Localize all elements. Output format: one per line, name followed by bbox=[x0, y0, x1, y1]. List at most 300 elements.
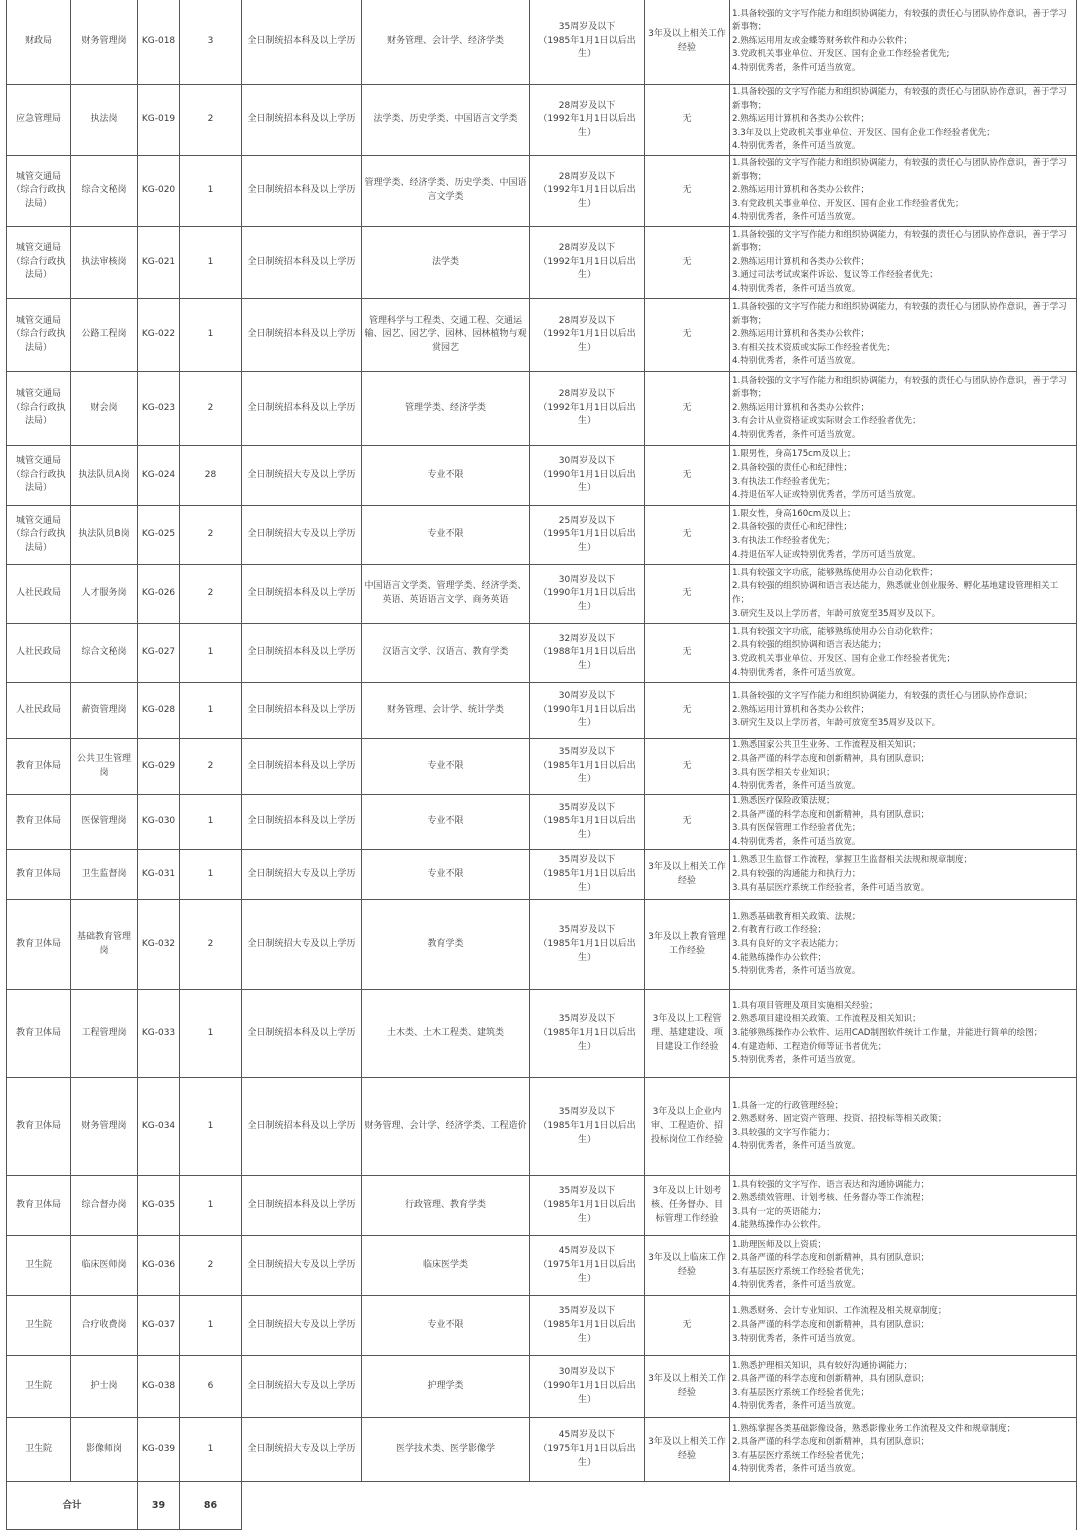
cell-position-code bbox=[138, 0, 180, 85]
requirement-line: 4.持退伍军人证或特别优秀者，学历可适当放宽。 bbox=[732, 549, 921, 560]
count-text: 1 bbox=[207, 647, 214, 658]
requirement-line: 1.具有项目管理及项目实施相关经验； bbox=[732, 1000, 878, 1011]
cell-age bbox=[530, 990, 645, 1078]
dept-text: 教育卫体局 bbox=[15, 869, 61, 880]
requirement-line: 4.特别优秀者，条件可适当放宽。 bbox=[732, 62, 861, 73]
dept-text: 财政局 bbox=[24, 35, 52, 46]
requirement-line: 4.特别优秀者，条件可适当放宽。 bbox=[732, 1401, 861, 1412]
cell-position-code bbox=[138, 624, 180, 683]
position-text: 工程管理岗 bbox=[81, 1028, 127, 1039]
birth-text: （1995年1月1日以后出生） bbox=[538, 529, 636, 553]
cell-position-code bbox=[138, 900, 180, 990]
education-text: 全日制统招本科及以上学历 bbox=[247, 647, 356, 658]
experience-text: 3年及以上相关工作经验 bbox=[648, 1374, 726, 1398]
table-row bbox=[7, 795, 1077, 850]
education-text: 全日制统招本科及以上学历 bbox=[247, 704, 356, 715]
code-text: KG-019 bbox=[141, 114, 176, 125]
birth-text: （1985年1月1日以后出生） bbox=[538, 1320, 636, 1344]
count-text: 1 bbox=[207, 185, 214, 196]
cell-experience bbox=[645, 990, 730, 1078]
requirement-line: 2.熟悉财务、固定资产管理、投资、招投标等相关政策； bbox=[732, 1114, 947, 1125]
cell-headcount bbox=[180, 1356, 242, 1418]
requirement-line: 1.具备较强的文字写作能力和组织协调能力，有较强的责任心与团队协作意识，善于学习新事物； bbox=[732, 8, 1067, 33]
requirement-line: 2.熟悉项目建设相关政策、工作流程及相关知识； bbox=[732, 1014, 921, 1025]
experience-text: 3年及以上临床工作经验 bbox=[648, 1253, 726, 1277]
position-text: 人才服务岗 bbox=[81, 588, 127, 599]
cell-department bbox=[7, 156, 71, 227]
cell-requirements bbox=[730, 1078, 1077, 1176]
cell-requirements bbox=[730, 299, 1077, 372]
experience-text: 无 bbox=[682, 329, 692, 340]
code-text: KG-023 bbox=[141, 402, 176, 413]
education-text: 全日制统招本科及以上学历 bbox=[247, 402, 356, 413]
table-row bbox=[7, 683, 1077, 739]
cell-major bbox=[362, 1356, 530, 1418]
cell-headcount bbox=[180, 506, 242, 565]
experience-text: 无 bbox=[682, 185, 692, 196]
cell-age bbox=[530, 1418, 645, 1482]
code-text: KG-034 bbox=[141, 1121, 176, 1132]
requirement-line: 2.熟练运用计算机和各类办公软件； bbox=[732, 329, 870, 340]
cell-age bbox=[530, 372, 645, 446]
requirement-line: 2.具备严谨的科学态度和创新精神，具有团队意识； bbox=[732, 809, 930, 820]
cell-position bbox=[71, 1236, 138, 1296]
requirement-line: 1.具有较强的文字写作、语言表达和沟通协调能力； bbox=[732, 1179, 930, 1190]
requirement-line: 5.特别优秀者，条件可适当放宽。 bbox=[732, 1055, 861, 1066]
age-text: 35周岁及以下 bbox=[558, 802, 616, 813]
position-text: 综合文秘岗 bbox=[81, 185, 127, 196]
age-text: 30周岁及以下 bbox=[558, 456, 616, 467]
birth-text: （1990年1月1日以后出生） bbox=[538, 588, 636, 612]
cell-position-code bbox=[138, 506, 180, 565]
experience-text: 3年及以上相关工作经验 bbox=[648, 862, 726, 886]
cell-headcount bbox=[180, 227, 242, 299]
cell-experience bbox=[645, 372, 730, 446]
birth-text: （1992年1月1日以后出生） bbox=[538, 329, 636, 353]
requirement-line: 3.党政机关事业单位、开发区、国有企业工作经验者优先; bbox=[732, 49, 950, 60]
cell-requirements bbox=[730, 739, 1077, 795]
table-row bbox=[7, 565, 1077, 624]
cell-requirements bbox=[730, 85, 1077, 156]
cell-major bbox=[362, 446, 530, 506]
requirement-line: 3.研究生及以上学历者，年龄可放宽至35周岁及以下。 bbox=[732, 718, 941, 729]
major-text: 教育学类 bbox=[427, 939, 464, 950]
age-text: 28周岁及以下 bbox=[558, 171, 616, 182]
cell-position-code bbox=[138, 299, 180, 372]
education-text: 全日制统招本科及以上学历 bbox=[247, 1028, 356, 1039]
cell-age bbox=[530, 739, 645, 795]
code-text: KG-031 bbox=[141, 869, 176, 880]
birth-text: （1988年1月1日以后出生） bbox=[538, 647, 636, 671]
cell-major bbox=[362, 1236, 530, 1296]
cell-headcount bbox=[180, 1078, 242, 1176]
cell-education bbox=[242, 446, 362, 506]
cell-position bbox=[71, 624, 138, 683]
cell-age bbox=[530, 1356, 645, 1418]
table-row bbox=[7, 156, 1077, 227]
cell-department bbox=[7, 1078, 71, 1176]
code-text: KG-028 bbox=[141, 704, 176, 715]
table-row bbox=[7, 372, 1077, 446]
count-text: 1 bbox=[207, 256, 214, 267]
count-text: 2 bbox=[207, 114, 214, 125]
cell-major bbox=[362, 795, 530, 850]
requirement-line: 4.特别优秀者，条件可适当放宽。 bbox=[732, 781, 861, 792]
birth-text: （1990年1月1日以后出生） bbox=[538, 704, 636, 729]
requirement-line: 2.熟练运用计算机和各类办公软件； bbox=[732, 402, 870, 413]
position-text: 综合文秘岗 bbox=[81, 647, 127, 658]
major-text: 专业不限 bbox=[427, 1320, 464, 1331]
cell-department bbox=[7, 446, 71, 506]
cell-department bbox=[7, 85, 71, 156]
age-text: 32周岁及以下 bbox=[558, 633, 616, 644]
count-text: 1 bbox=[207, 704, 214, 715]
birth-text: （1985年1月1日以后出生） bbox=[538, 1121, 636, 1145]
cell-age bbox=[530, 227, 645, 299]
education-text: 全日制统招大专及以上学历 bbox=[247, 869, 356, 880]
cell-education bbox=[242, 506, 362, 565]
major-text: 中国语言文学类、管理学类、经济学类、英语、英语语言文学、商务英语 bbox=[364, 581, 527, 605]
major-text: 专业不限 bbox=[427, 869, 464, 880]
position-text: 财务管理岗 bbox=[81, 1121, 127, 1132]
cell-department bbox=[7, 990, 71, 1078]
cell-headcount bbox=[180, 0, 242, 85]
dept-text: 卫生院 bbox=[24, 1320, 52, 1331]
birth-text: （1985年1月1日以后出生） bbox=[538, 816, 636, 840]
requirement-line: 1.熟悉护理相关知识，具有较好沟通协调能力； bbox=[732, 1360, 913, 1371]
cell-major bbox=[362, 1418, 530, 1482]
cell-department bbox=[7, 795, 71, 850]
cell-major bbox=[362, 624, 530, 683]
major-text: 管理学类、经济学类、历史学类、中国语言文学类 bbox=[364, 178, 527, 202]
cell-department bbox=[7, 739, 71, 795]
table-row bbox=[7, 1078, 1077, 1176]
cell-position-code bbox=[138, 565, 180, 624]
table-row bbox=[7, 850, 1077, 900]
requirement-line: 3.特别优秀者，条件可适当放宽。 bbox=[732, 1333, 861, 1344]
requirement-line: 4.特别优秀者，条件可适当放宽。 bbox=[732, 836, 861, 847]
code-text: KG-029 bbox=[141, 760, 176, 771]
requirement-line: 4.特别优秀者，条件可适当放宽。 bbox=[732, 1141, 861, 1152]
cell-position-code bbox=[138, 795, 180, 850]
table-row bbox=[7, 0, 1077, 85]
cell-headcount bbox=[180, 1176, 242, 1236]
cell-department bbox=[7, 506, 71, 565]
requirement-line: 3.有相关技术资质或实际工作经验者优先； bbox=[732, 342, 895, 353]
cell-headcount bbox=[180, 1236, 242, 1296]
position-text: 执法队员B岗 bbox=[78, 529, 130, 540]
education-text: 全日制统招本科及以上学历 bbox=[247, 114, 356, 125]
cell-position-code bbox=[138, 1356, 180, 1418]
cell-headcount bbox=[180, 1296, 242, 1356]
count-text: 2 bbox=[207, 939, 214, 950]
cell-position bbox=[71, 795, 138, 850]
cell-education bbox=[242, 624, 362, 683]
cell-experience bbox=[645, 1236, 730, 1296]
cell-experience bbox=[645, 85, 730, 156]
count-text: 1 bbox=[207, 1028, 214, 1039]
code-text: KG-030 bbox=[141, 816, 176, 827]
requirement-line: 4.特别优秀者，条件可适当放宽。 bbox=[732, 212, 861, 223]
cell-experience bbox=[645, 624, 730, 683]
cell-major bbox=[362, 299, 530, 372]
table-row bbox=[7, 900, 1077, 990]
cell-position bbox=[71, 1296, 138, 1356]
dept-text: 城管交通局（综合行政执法局） bbox=[11, 315, 66, 353]
requirement-line: 3.具较强的文字写作能力； bbox=[732, 1127, 835, 1138]
requirement-line: 2.有教育行政工作经验； bbox=[732, 925, 827, 936]
requirement-line: 1.具备较强的文字写作能力和组织协调能力，有较强的责任心与团队协作意识，善于学习新事物； bbox=[732, 229, 1067, 254]
cell-position-code bbox=[138, 372, 180, 446]
age-text: 35周岁及以下 bbox=[558, 855, 616, 866]
requirement-line: 4.能熟练操作办公软件； bbox=[732, 952, 827, 963]
code-text: KG-039 bbox=[141, 1444, 176, 1455]
cell-education bbox=[242, 85, 362, 156]
cell-experience bbox=[645, 1356, 730, 1418]
age-text: 45周岁及以下 bbox=[558, 1246, 616, 1257]
code-text: KG-032 bbox=[141, 939, 176, 950]
cell-age bbox=[530, 624, 645, 683]
total-label: 合计 bbox=[7, 1482, 138, 1530]
count-text: 3 bbox=[207, 35, 214, 46]
cell-education bbox=[242, 156, 362, 227]
cell-experience bbox=[645, 1176, 730, 1236]
cell-age bbox=[530, 1236, 645, 1296]
cell-position bbox=[71, 227, 138, 299]
dept-text: 教育卫体局 bbox=[15, 760, 61, 771]
education-text: 全日制统招本科及以上学历 bbox=[247, 1200, 356, 1211]
cell-education bbox=[242, 739, 362, 795]
total-positions: 39 bbox=[138, 1482, 180, 1530]
cell-headcount bbox=[180, 990, 242, 1078]
cell-headcount bbox=[180, 683, 242, 739]
age-text: 35周岁及以下 bbox=[558, 1014, 616, 1025]
cell-position-code bbox=[138, 1296, 180, 1356]
count-text: 2 bbox=[207, 529, 214, 540]
major-text: 财务管理、会计学、经济学类 bbox=[386, 35, 504, 46]
cell-education bbox=[242, 299, 362, 372]
count-text: 1 bbox=[207, 869, 214, 880]
cell-education bbox=[242, 683, 362, 739]
code-text: KG-036 bbox=[141, 1260, 176, 1271]
experience-text: 无 bbox=[682, 704, 692, 715]
requirement-line: 2.具备严谨的科学态度和创新精神，具有团队意识； bbox=[732, 1320, 930, 1331]
cell-experience bbox=[645, 156, 730, 227]
cell-requirements bbox=[730, 1296, 1077, 1356]
count-text: 1 bbox=[207, 329, 214, 340]
age-text: 35周岁及以下 bbox=[558, 1186, 616, 1197]
count-text: 1 bbox=[207, 1444, 214, 1455]
requirement-line: 1.限女性，身高160cm及以上； bbox=[732, 508, 856, 519]
requirement-line: 5.特别优秀者，条件可适当放宽。 bbox=[732, 966, 861, 977]
position-text: 卫生监督岗 bbox=[81, 869, 127, 880]
position-text: 公共卫生管理岗 bbox=[76, 753, 131, 778]
count-text: 1 bbox=[207, 816, 214, 827]
major-text: 土木类、土木工程类、建筑类 bbox=[386, 1028, 504, 1039]
total-blank-cell bbox=[242, 1482, 1077, 1530]
cell-position-code bbox=[138, 850, 180, 900]
major-text: 法学类 bbox=[431, 256, 459, 267]
requirement-line: 3.有执法工作经验者优先； bbox=[732, 536, 835, 546]
requirement-line: 1.具备较强的文字写作能力和组织协调能力，有较强的责任心与团队协作意识，善于学习新事物； bbox=[732, 158, 1067, 182]
cell-headcount bbox=[180, 1418, 242, 1482]
cell-requirements bbox=[730, 1418, 1077, 1482]
table-row bbox=[7, 1418, 1077, 1482]
birth-text: （1985年1月1日以后出生） bbox=[538, 939, 636, 963]
age-text: 35周岁及以下 bbox=[558, 22, 616, 33]
cell-position-code bbox=[138, 446, 180, 506]
requirement-line: 2.具备严谨的科学态度和创新精神，具有团队意识； bbox=[732, 1374, 930, 1385]
cell-age bbox=[530, 506, 645, 565]
requirement-line: 4.特别优秀者，条件可适当放宽。 bbox=[732, 667, 861, 678]
requirement-line: 3.有会计从业资格证或实际财会工作经验者优先； bbox=[732, 416, 921, 427]
code-text: KG-026 bbox=[141, 588, 176, 599]
cell-department bbox=[7, 372, 71, 446]
cell-experience bbox=[645, 900, 730, 990]
code-text: KG-037 bbox=[141, 1320, 176, 1331]
requirement-line: 2.熟练运用计算机和各类办公软件； bbox=[732, 704, 870, 715]
cell-experience bbox=[645, 446, 730, 506]
requirement-line: 3.有执法工作经验者优先； bbox=[732, 476, 835, 487]
major-text: 财务管理、会计学、经济学类、工程造价 bbox=[364, 1121, 527, 1132]
cell-department bbox=[7, 565, 71, 624]
position-text: 执法岗 bbox=[90, 114, 118, 125]
cell-education bbox=[242, 1418, 362, 1482]
cell-experience bbox=[645, 1418, 730, 1482]
cell-experience bbox=[645, 1078, 730, 1176]
cell-headcount bbox=[180, 624, 242, 683]
dept-text: 教育卫体局 bbox=[15, 816, 61, 827]
cell-department bbox=[7, 1296, 71, 1356]
dept-text: 教育卫体局 bbox=[15, 1200, 61, 1211]
table-row bbox=[7, 990, 1077, 1078]
position-text: 护士岗 bbox=[90, 1381, 118, 1392]
cell-department bbox=[7, 1176, 71, 1236]
requirement-line: 2.具备较强的责任心和纪律性； bbox=[732, 462, 852, 473]
cell-age bbox=[530, 565, 645, 624]
major-text: 财务管理、会计学、统计学类 bbox=[386, 704, 504, 715]
cell-major bbox=[362, 990, 530, 1078]
code-text: KG-021 bbox=[141, 256, 176, 267]
requirement-line: 1.熟悉国家公共卫生业务、工作流程及相关知识； bbox=[732, 740, 921, 751]
requirement-line: 3.具有医学相关专业知识； bbox=[732, 767, 835, 778]
cell-position bbox=[71, 299, 138, 372]
cell-age bbox=[530, 85, 645, 156]
cell-position-code bbox=[138, 1418, 180, 1482]
cell-position bbox=[71, 1356, 138, 1418]
cell-position bbox=[71, 446, 138, 506]
requirement-line: 4.特别优秀者，条件可适当放宽。 bbox=[732, 1464, 861, 1475]
cell-position-code bbox=[138, 85, 180, 156]
cell-department bbox=[7, 0, 71, 85]
requirement-line: 1.熟练掌握各类基础影像设备，熟悉影像业务工作流程及文件和规章制度； bbox=[732, 1423, 1016, 1434]
requirement-line: 3.能够熟练操作办公软件、运用CAD制图软件统计工作量，并能进行简单的绘图； bbox=[732, 1028, 1043, 1039]
education-text: 全日制统招本科及以上学历 bbox=[247, 1121, 356, 1132]
education-text: 全日制统招本科及以上学历 bbox=[247, 588, 356, 599]
requirement-line: 3.具有医保管理工作经验者优先； bbox=[732, 823, 861, 834]
birth-text: （1992年1月1日以后出生） bbox=[538, 402, 636, 427]
cell-age bbox=[530, 850, 645, 900]
experience-text: 无 bbox=[682, 114, 692, 125]
cell-position-code bbox=[138, 156, 180, 227]
education-text: 全日制统招本科及以上学历 bbox=[247, 816, 356, 827]
recruitment-table bbox=[6, 0, 1077, 1530]
cell-position bbox=[71, 900, 138, 990]
cell-position bbox=[71, 739, 138, 795]
education-text: 全日制统招大专及以上学历 bbox=[247, 529, 356, 540]
count-text: 2 bbox=[207, 402, 214, 413]
table-row bbox=[7, 1176, 1077, 1236]
cell-department bbox=[7, 1418, 71, 1482]
birth-text: （1990年1月1日以后出生） bbox=[538, 1381, 636, 1405]
dept-text: 城管交通局（综合行政执法局） bbox=[11, 456, 66, 494]
cell-requirements bbox=[730, 506, 1077, 565]
birth-text: （1975年1月1日以后出生） bbox=[538, 1260, 636, 1284]
cell-position bbox=[71, 0, 138, 85]
cell-age bbox=[530, 1078, 645, 1176]
birth-text: （1990年1月1日以后出生） bbox=[538, 469, 636, 494]
cell-position bbox=[71, 683, 138, 739]
code-text: KG-022 bbox=[141, 329, 176, 340]
age-text: 25周岁及以下 bbox=[558, 515, 616, 526]
cell-education bbox=[242, 1236, 362, 1296]
table-row bbox=[7, 506, 1077, 565]
cell-age bbox=[530, 299, 645, 372]
position-text: 执法审核岗 bbox=[81, 256, 127, 267]
experience-text: 无 bbox=[682, 760, 692, 771]
requirement-line: 3.具有一定的英语能力； bbox=[732, 1206, 827, 1217]
cell-headcount bbox=[180, 156, 242, 227]
count-text: 28 bbox=[204, 469, 217, 480]
table-row bbox=[7, 1356, 1077, 1418]
cell-requirements bbox=[730, 1176, 1077, 1236]
requirement-line: 4.特别优秀者，条件可适当放宽。 bbox=[732, 283, 861, 294]
cell-major bbox=[362, 900, 530, 990]
age-text: 28周岁及以下 bbox=[558, 315, 616, 326]
table-row bbox=[7, 624, 1077, 683]
requirement-line: 2.熟悉绩效管理、计划考核、任务督办等工作流程； bbox=[732, 1193, 930, 1204]
cell-age bbox=[530, 1296, 645, 1356]
requirement-line: 2.具有较强的沟通能力和执行力； bbox=[732, 869, 861, 880]
cell-education bbox=[242, 1078, 362, 1176]
birth-text: （1985年1月1日以后出生） bbox=[538, 869, 636, 893]
education-text: 全日制统招本科及以上学历 bbox=[247, 256, 356, 267]
position-text: 财会岗 bbox=[90, 402, 118, 413]
cell-requirements bbox=[730, 227, 1077, 299]
cell-headcount bbox=[180, 85, 242, 156]
cell-position bbox=[71, 1176, 138, 1236]
cell-position bbox=[71, 506, 138, 565]
requirement-line: 3.具有基层医疗系统工作经验者，条件可适当放宽。 bbox=[732, 882, 930, 893]
major-text: 管理科学与工程类、交通工程、交通运输、园艺、园艺学、园林、园林植物与观赏园艺 bbox=[364, 315, 527, 353]
requirement-line: 1.具备较强的文字写作能力和组织协调能力，有较强的责任心与团队协作意识； bbox=[732, 691, 1033, 702]
cell-age bbox=[530, 1176, 645, 1236]
dept-text: 教育卫体局 bbox=[15, 1028, 61, 1039]
code-text: KG-027 bbox=[141, 647, 176, 658]
cell-education bbox=[242, 900, 362, 990]
requirement-line: 1.具备较强的文字写作能力和组织协调能力，有较强的责任心与团队协作意识，善于学习新事物； bbox=[732, 375, 1067, 400]
position-text: 综合督办岗 bbox=[81, 1200, 127, 1211]
experience-text: 无 bbox=[682, 647, 692, 658]
major-text: 行政管理、教育学类 bbox=[404, 1200, 486, 1211]
cell-headcount bbox=[180, 565, 242, 624]
requirement-line: 4.特别优秀者，条件可适当放宽。 bbox=[732, 141, 861, 152]
requirement-line: 4.有建造师、工程造价师等证书者优先； bbox=[732, 1041, 887, 1052]
position-text: 影像师岗 bbox=[85, 1444, 122, 1455]
cell-requirements bbox=[730, 795, 1077, 850]
cell-headcount bbox=[180, 739, 242, 795]
total-row bbox=[7, 1482, 1077, 1530]
